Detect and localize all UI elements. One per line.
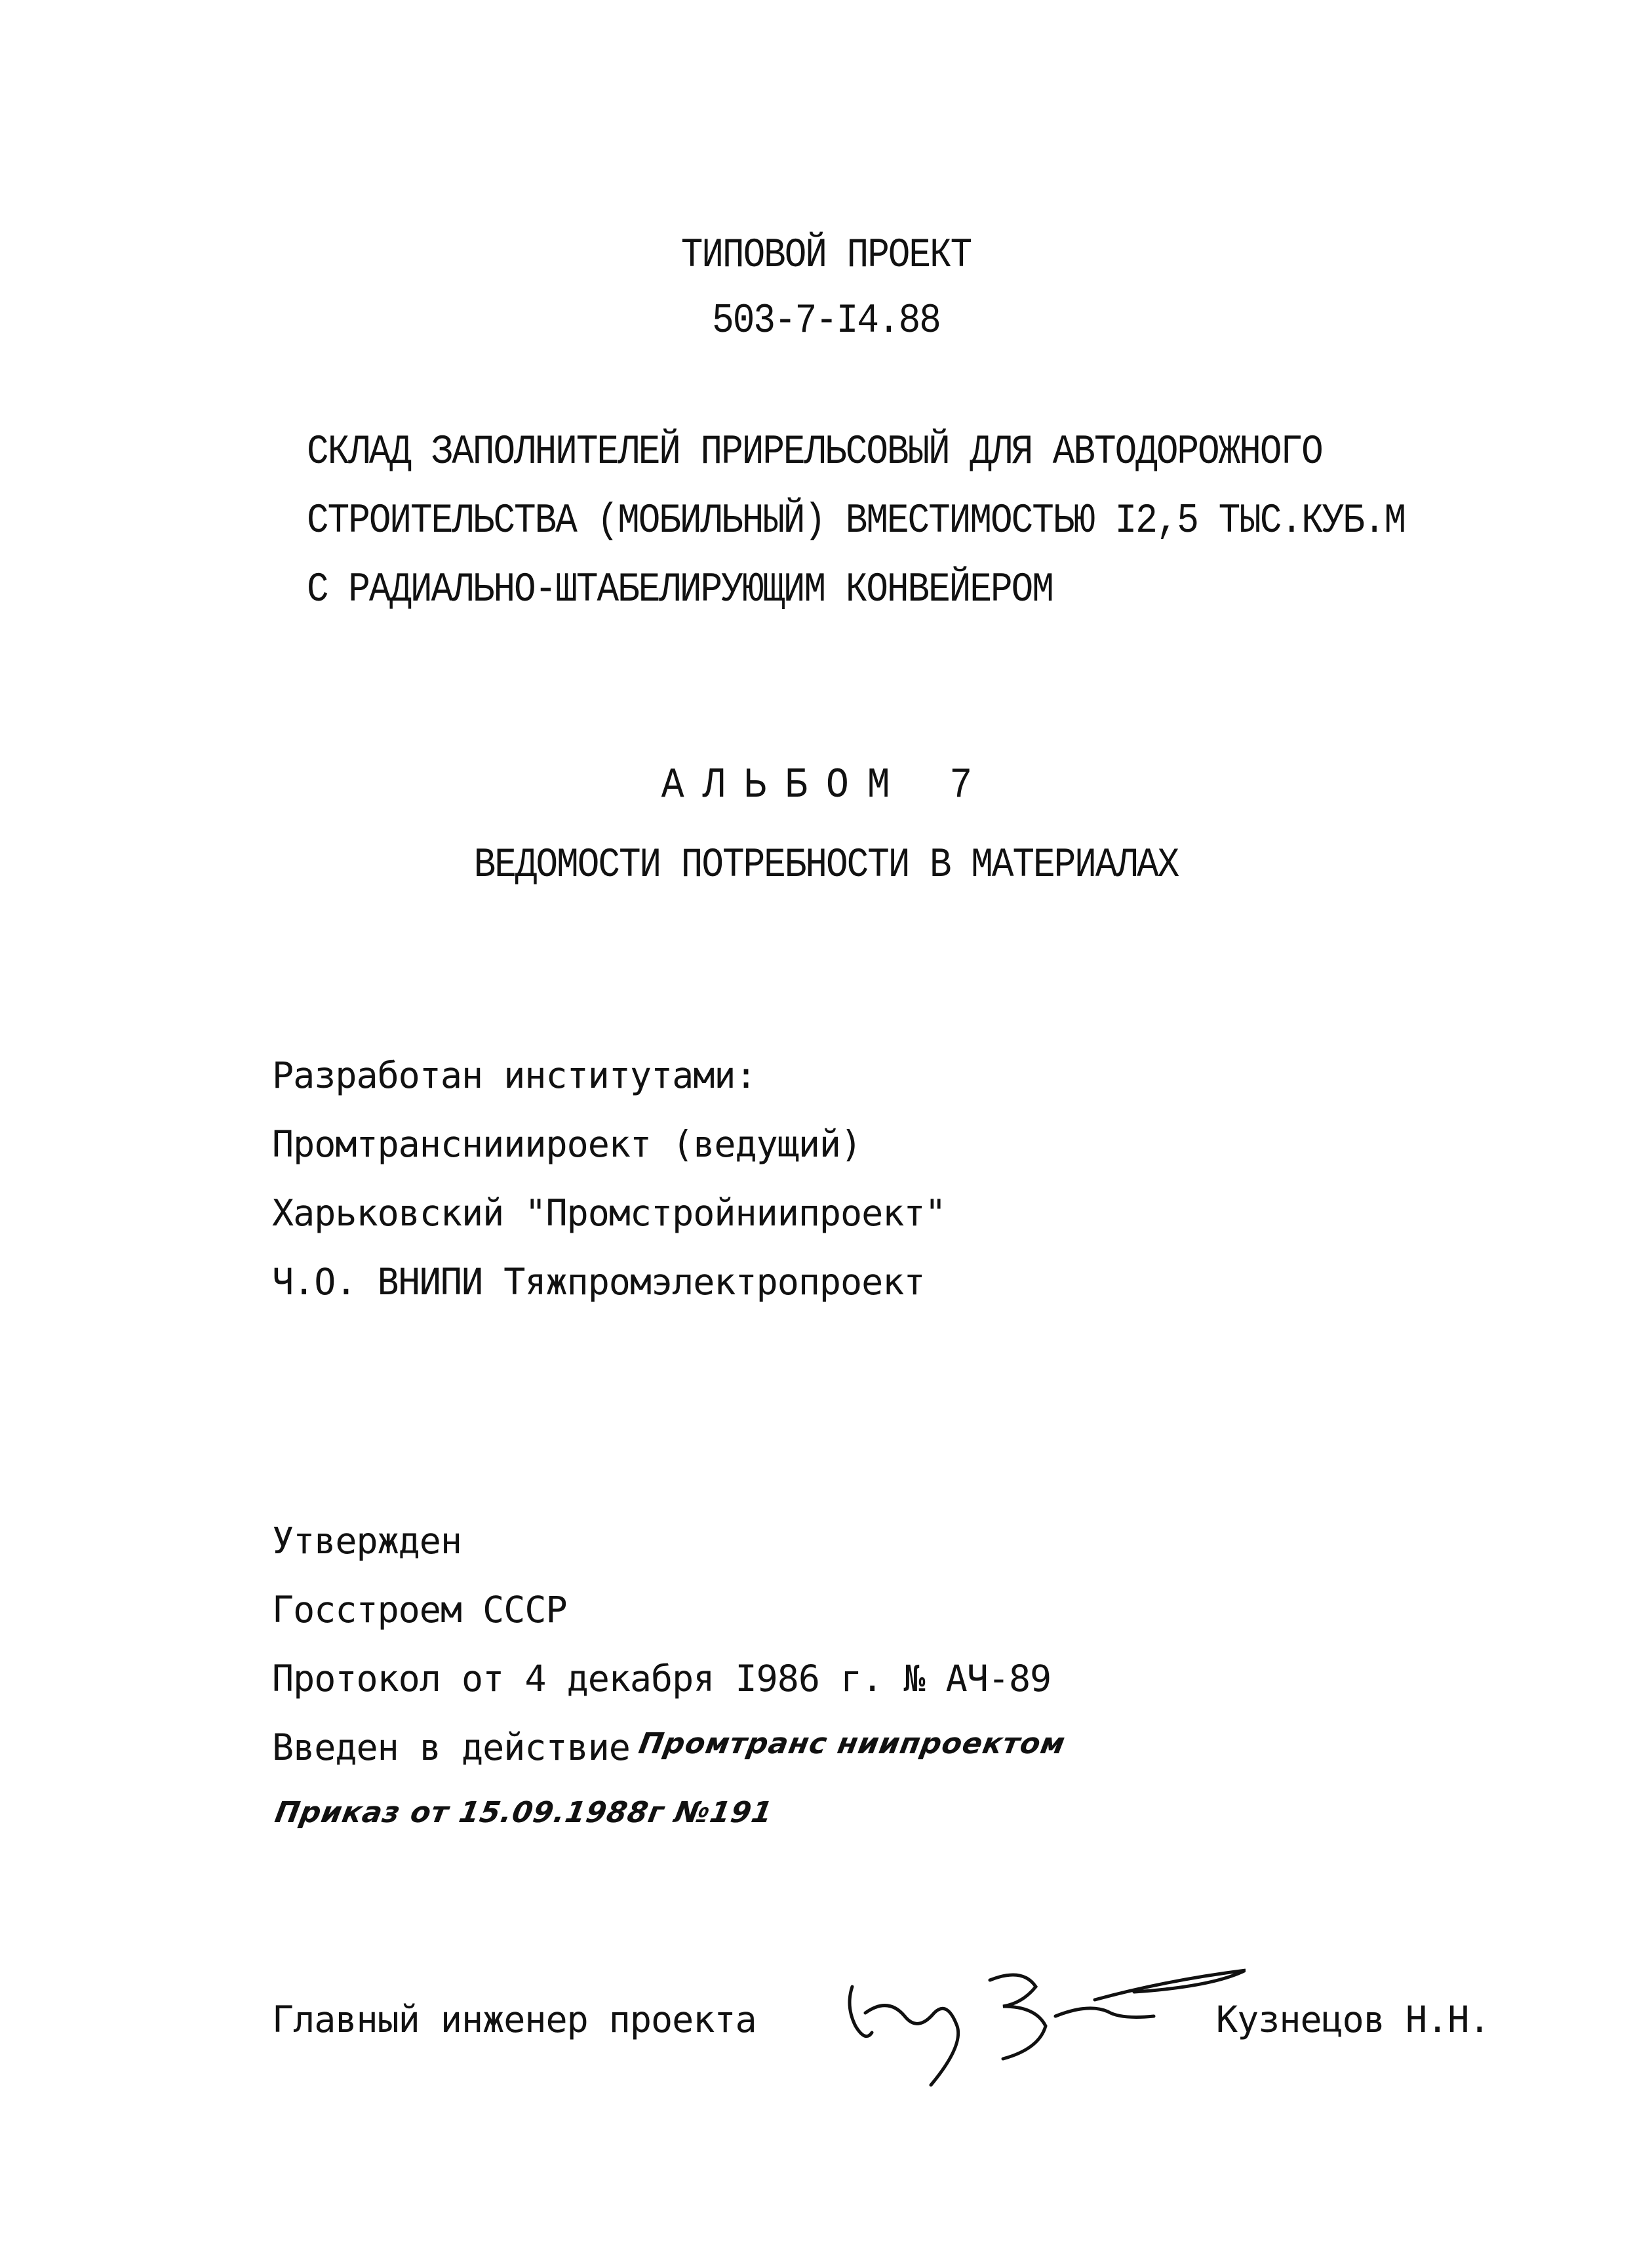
title-line-1: СКЛАД ЗАПОЛНИТЕЛЕЙ ПРИРЕЛЬСОВЫЙ ДЛЯ АВТОДОРОЖНОГО	[307, 428, 1322, 476]
project-number: 503-7-I4.88	[712, 297, 940, 345]
developer-item: Промтранснииироект (ведущий)	[272, 1123, 862, 1165]
title-line-3: С РАДИАЛЬНО-ШТАБЕЛИРУЮЩИМ КОНВЕЙЕРОМ	[307, 566, 1053, 614]
protocol-line: Протокол от 4 декабря I986 г. № АЧ-89	[272, 1658, 1052, 1700]
chief-engineer-name: Кузнецов Н.Н.	[1216, 1998, 1490, 2040]
enacted-prefix: Введен в действие	[272, 1726, 630, 1768]
chief-engineer-role: Главный инженер проекта	[272, 1998, 757, 2040]
signature	[826, 1934, 1246, 2092]
title-line-2: СТРОИТЕЛЬСТВА (МОБИЛЬНЫЙ) ВМЕСТИМОСТЬЮ I2,5 ТЫС.КУБ.М	[307, 497, 1406, 545]
approved-by: Госстроем СССР	[272, 1589, 567, 1631]
developers-heading: Разработан институтами:	[272, 1054, 757, 1096]
approved-label: Утвержден	[272, 1520, 462, 1562]
album-subtitle: ВЕДОМОСТИ ПОТРЕБНОСТИ В МАТЕРИАЛАХ	[473, 841, 1179, 889]
developer-item: Ч.О. ВНИПИ Тяжпромэлектропроект	[272, 1261, 925, 1303]
developer-item: Харьковский "Промстройниипроект"	[272, 1192, 946, 1234]
enacted-by-handwritten: Промтранс ниипроектом	[636, 1727, 1069, 1760]
project-type: ТИПОВОЙ ПРОЕКТ	[680, 231, 972, 279]
order-handwritten: Приказ от 15.09.1988г №191	[272, 1796, 776, 1829]
album-label: АЛЬБОМ 7	[661, 762, 991, 810]
